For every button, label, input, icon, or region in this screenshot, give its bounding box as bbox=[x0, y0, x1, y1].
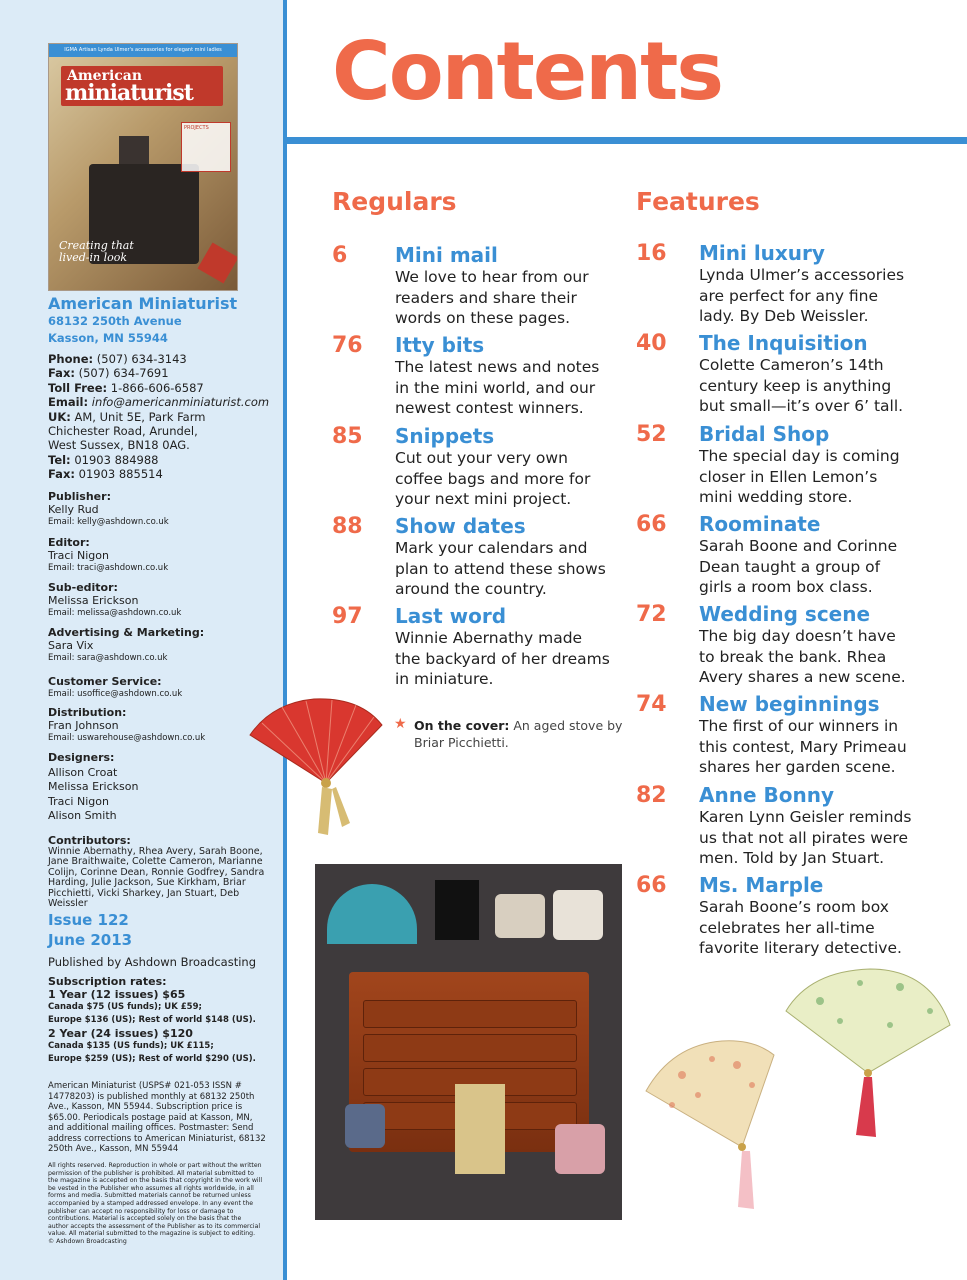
photo-handbag bbox=[555, 1124, 605, 1174]
subs-one-year-line1: Canada $75 (US funds); UK £59; bbox=[48, 1002, 202, 1012]
page-number: 72 bbox=[636, 602, 667, 627]
uk-line1: AM, Unit 5E, Park Farm bbox=[70, 409, 206, 424]
entry-title[interactable]: Mini luxury bbox=[699, 241, 825, 265]
entry-title[interactable]: Bridal Shop bbox=[699, 422, 830, 446]
subs-two-year-line2: Europe $259 (US); Rest of world $290 (US). bbox=[48, 1054, 256, 1064]
staff-role: Customer Service: bbox=[48, 675, 162, 688]
uk-fax-label: Fax: bbox=[48, 467, 75, 482]
address-line2: Kasson, MN 55944 bbox=[48, 331, 168, 345]
entry-description: Colette Cameron’s 14th century keep is anything but small—it’s over 6’ tall. bbox=[699, 356, 904, 415]
staff-role: Designers: bbox=[48, 751, 115, 764]
issue-number: Issue 122 bbox=[48, 911, 129, 929]
email-link[interactable]: info@americanminiaturist.com bbox=[88, 395, 270, 410]
masthead-address bbox=[48, 313, 182, 347]
address-line1: 68132 250th Avenue bbox=[48, 314, 182, 328]
entry-title[interactable]: Anne Bonny bbox=[699, 783, 834, 807]
vertical-divider bbox=[283, 0, 287, 1280]
entry-description: The special day is coming closer in Ellen Lemon’s mini wedding store. bbox=[699, 447, 900, 506]
cover-logo bbox=[61, 66, 223, 106]
photo-fan-box bbox=[455, 1084, 505, 1174]
page-number: 16 bbox=[636, 241, 667, 266]
cover-tagline: Creating that lived-in look bbox=[59, 239, 134, 264]
uk-line3: West Sussex, BN18 0AG. bbox=[48, 438, 190, 453]
staff-email[interactable]: Email: uswarehouse@ashdown.co.uk bbox=[48, 733, 206, 743]
subs-two-year-line1: Canada $135 (US funds); UK £115; bbox=[48, 1041, 214, 1051]
email-label: Email: bbox=[48, 395, 89, 410]
cover-projects-label: PROJECTS bbox=[184, 125, 209, 131]
subs-one-year: 1 Year (12 issues) $65 bbox=[48, 988, 186, 1001]
miniature-accessories-photo bbox=[315, 864, 622, 1220]
entry-description: Lynda Ulmer’s accessories are perfect for any fine lady. By Deb Weissler. bbox=[699, 266, 905, 325]
photo-necklace-stand bbox=[435, 880, 479, 940]
staff-role: Sub-editor: bbox=[48, 581, 118, 594]
staff-advertising bbox=[48, 626, 278, 665]
subscription-rates bbox=[48, 975, 278, 1066]
floral-fan-image bbox=[642, 1035, 792, 1215]
cover-projects-box bbox=[181, 122, 231, 172]
page-number: 66 bbox=[636, 873, 667, 898]
staff-email[interactable]: Email: melissa@ashdown.co.uk bbox=[48, 608, 182, 618]
photo-handbag bbox=[495, 894, 545, 938]
entry-description: Sarah Boone’s room box celebrates her all-time favorite literary detective. bbox=[699, 898, 902, 957]
photo-drawer bbox=[363, 1034, 577, 1062]
usps-statement: American Miniaturist (USPS# 021-053 ISSN # 14778203) is published monthly at 68132 250th Ave., Kasson, MN 55944. Subscription price is $65.00. Periodicals postage paid at Kasson, MN, and additional mailing offices. Postmaster: Send address corrections to American Miniaturist, 68132 250th Ave., Kasson, MN 55944 bbox=[48, 1081, 266, 1154]
page-number: 66 bbox=[636, 512, 667, 537]
page-number: 40 bbox=[636, 331, 667, 356]
staff-name: Fran Johnson bbox=[48, 719, 119, 732]
contributors-list: Winnie Abernathy, Rhea Avery, Sarah Boone, Jane Braithwaite, Colette Cameron, Marianne Colijn, Corinne Dean, Ronnie Godfrey, Sandra Harding, Julie Jackson, Sue Kirkham, Briar Picchietti, Vicki Sharkey, Jan Stuart, Deb Weissler bbox=[48, 845, 265, 909]
entry-description: The latest news and notes in the mini world, and our newest contest winners. bbox=[395, 358, 600, 417]
cover-logo-line2: miniaturist bbox=[65, 80, 193, 106]
entry-description: Mark your calendars and plan to attend these shows around the country. bbox=[395, 539, 606, 598]
entry-title[interactable]: Roominate bbox=[699, 512, 821, 536]
uk-tel-label: Tel: bbox=[48, 452, 71, 467]
page-title: Contents bbox=[332, 25, 722, 118]
issue-info bbox=[48, 910, 132, 950]
red-fan-image bbox=[242, 695, 387, 845]
subs-one-year-line2: Europe $136 (US); Rest of world $148 (US). bbox=[48, 1015, 256, 1025]
rights-statement: All rights reserved. Reproduction in whole or part without the written permission of the publisher is prohibited. All material submitted to the magazine is accepted on the basis that copyright in the work will be vested in the Publisher who assumes all rights worldwide, in all forms and media. Submitted materials cannot be returned unless accompanied by a stamped addressed envelope. In any event the publisher can accept no responsibility for loss or damage to contributions. Material is accepted solely on the basis that the author accepts the assessment of the Publisher as to its commercial value. All material submitted to the magazine is subject to editing. © Ashdown Broadcasting bbox=[48, 1162, 263, 1245]
entry-title[interactable]: Ms. Marple bbox=[699, 873, 824, 897]
staff-editor bbox=[48, 536, 278, 575]
cover-note-lead: On the cover: bbox=[414, 718, 510, 733]
features-heading: Features bbox=[636, 187, 760, 216]
entry-title[interactable]: Last word bbox=[395, 604, 507, 628]
photo-drawer bbox=[363, 1000, 577, 1028]
cover-thumbnail bbox=[48, 43, 238, 291]
staff-email[interactable]: Email: usoffice@ashdown.co.uk bbox=[48, 689, 183, 699]
cover-note bbox=[396, 717, 626, 751]
cover-logo-line1: American bbox=[67, 68, 143, 84]
page-number: 76 bbox=[332, 333, 363, 358]
uk-label: UK: bbox=[48, 409, 71, 424]
photo-handbag bbox=[553, 890, 603, 940]
tollfree-value: 1-866-606-6587 bbox=[107, 380, 204, 395]
staff-role: Editor: bbox=[48, 536, 90, 549]
staff-role: Advertising & Marketing: bbox=[48, 626, 205, 639]
star-icon: ★ bbox=[394, 716, 407, 732]
page-number: 97 bbox=[332, 604, 363, 629]
staff-name: Melissa Erickson bbox=[48, 594, 139, 607]
entry-description: Karen Lynn Geisler reminds us that not all pirates were men. Told by Jan Stuart. bbox=[699, 808, 912, 867]
staff-email[interactable]: Email: kelly@ashdown.co.uk bbox=[48, 517, 169, 527]
subs-heading: Subscription rates: bbox=[48, 975, 167, 988]
entry-title[interactable]: Show dates bbox=[395, 514, 526, 538]
entry-title[interactable]: Snippets bbox=[395, 424, 495, 448]
tollfree-label: Toll Free: bbox=[48, 380, 108, 395]
staff-publisher bbox=[48, 490, 278, 529]
uk-tel-value: 01903 884988 bbox=[70, 452, 159, 467]
staff-email[interactable]: Email: sara@ashdown.co.uk bbox=[48, 653, 168, 663]
issue-date: June 2013 bbox=[48, 931, 133, 949]
uk-line2: Chichester Road, Arundel, bbox=[48, 424, 198, 439]
entry-title[interactable]: Mini mail bbox=[395, 243, 498, 267]
page-number: 74 bbox=[636, 692, 667, 717]
designer-name: Traci Nigon bbox=[48, 794, 109, 808]
staff-subeditor bbox=[48, 581, 278, 620]
cover-note-text: An aged stove by Briar Picchietti. bbox=[414, 718, 623, 750]
staff-role: Distribution: bbox=[48, 706, 127, 719]
entry-title[interactable]: New beginnings bbox=[699, 692, 880, 716]
contributors-role: Contributors: bbox=[48, 834, 131, 847]
staff-email[interactable]: Email: traci@ashdown.co.uk bbox=[48, 563, 169, 573]
entry-description: The big day doesn’t have to break the bank. Rhea Avery shares a new scene. bbox=[699, 627, 906, 686]
staff-role: Publisher: bbox=[48, 490, 111, 503]
page-number: 52 bbox=[636, 422, 667, 447]
staff-name: Sara Vix bbox=[48, 639, 94, 652]
staff-name: Traci Nigon bbox=[48, 549, 109, 562]
contributors bbox=[48, 836, 278, 910]
designer-name: Alison Smith bbox=[48, 809, 117, 822]
cover-strip-text: IGMA Artisan Lynda Ulmer's accessories for elegant mini ladies bbox=[49, 44, 237, 57]
horizontal-divider bbox=[287, 137, 967, 144]
page-number: 85 bbox=[332, 424, 363, 449]
entry-title[interactable]: Wedding scene bbox=[699, 602, 871, 626]
uk-fax-value: 01903 885514 bbox=[74, 467, 163, 482]
masthead-name: American Miniaturist bbox=[48, 294, 238, 313]
published-by: Published by Ashdown Broadcasting bbox=[48, 955, 257, 969]
subs-two-year: 2 Year (24 issues) $120 bbox=[48, 1027, 193, 1040]
entry-description: Winnie Abernathy made the backyard of her dreams in miniature. bbox=[395, 629, 610, 688]
entry-title[interactable]: The Inquisition bbox=[699, 331, 868, 355]
entry-description: Cut out your very own coffee bags and more for your next mini project. bbox=[395, 449, 591, 508]
fax-value: (507) 634-7691 bbox=[74, 366, 169, 381]
contact-block bbox=[48, 352, 278, 482]
fax-label: Fax: bbox=[48, 366, 75, 381]
entry-title[interactable]: Itty bits bbox=[395, 333, 485, 357]
phone-label: Phone: bbox=[48, 352, 94, 366]
page-number: 6 bbox=[332, 243, 348, 268]
entry-description: We love to hear from our readers and share their words on these pages. bbox=[395, 268, 589, 327]
photo-handbag bbox=[345, 1104, 385, 1148]
designer-name: Melissa Erickson bbox=[48, 780, 139, 793]
regulars-heading: Regulars bbox=[332, 187, 457, 216]
staff-name: Kelly Rud bbox=[48, 503, 99, 516]
designer-name: Allison Croat bbox=[48, 765, 118, 779]
page-number: 88 bbox=[332, 514, 363, 539]
entry-description: The first of our winners in this contest, Mary Primeau shares her garden scene. bbox=[699, 717, 907, 776]
green-fan-image bbox=[780, 965, 960, 1145]
photo-fan bbox=[327, 884, 417, 944]
phone-value: (507) 634-3143 bbox=[93, 352, 187, 366]
entry-description: Sarah Boone and Corinne Dean taught a group of girls a room box class. bbox=[699, 537, 898, 596]
page-number: 82 bbox=[636, 783, 667, 808]
